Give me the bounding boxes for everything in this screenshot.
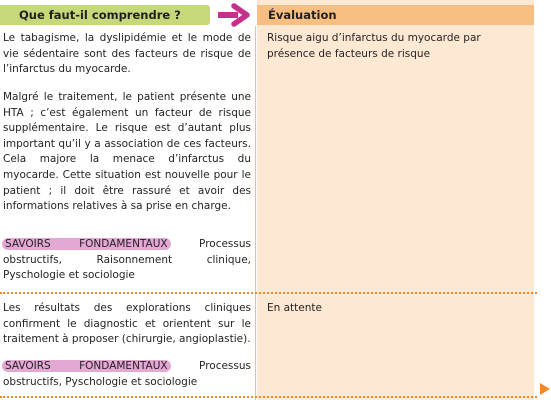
row1-savoirs [3, 237, 251, 284]
row2-evaluation: En attente [267, 302, 322, 314]
comprehension-header [0, 5, 210, 25]
evaluation-header-title: Évaluation [268, 8, 337, 22]
savoirs-tag: SAVOIRS FONDAMENTAUX [2, 238, 171, 250]
comprehension-header-title: Que faut-il comprendre ? [19, 8, 181, 22]
arrow-right-icon [216, 3, 250, 27]
row1-evaluation: Risque aigu d’infarctus du myocarde par présence de facteurs de risque [267, 32, 481, 60]
row1-paragraph-1: Le tabagisme, la dyslipidémie et le mode de vie sédentaire sont des facteurs de risque de l’infarctus du myocarde. [3, 32, 251, 76]
savoirs-tag: SAVOIRS FONDAMENTAUX [2, 360, 171, 372]
triangle-right-icon [539, 382, 551, 396]
row2-savoirs [3, 359, 251, 390]
evaluation-header [257, 5, 534, 25]
row-separator [0, 292, 537, 294]
column-divider [255, 26, 256, 400]
row2-paragraph-1: Les résultats des explorations cliniques confirment le diagnostic et orientent sur le traitement à proposer (chirurgie, angioplastie). [3, 302, 251, 346]
bottom-separator [0, 396, 537, 398]
savoirs-text: Processus obstructifs, Raisonnement clinique, Pyschologie et sociologie [3, 238, 252, 282]
row1-paragraph-2: Malgré le traitement, le patient présente une HTA ; c’est également un facteur de risque supplémentaire. Le risque est d’autant plus important qu’il y a association de ces facteurs. Cela majore la menace d’infarctus du myocarde. Cette situation est nouvelle pour le patient ; il doit être rassuré et avoir des informations relatives à sa prise en charge. [3, 91, 251, 213]
savoirs-text: Processus obstructifs, Pyschologie et sociologie [3, 360, 252, 388]
